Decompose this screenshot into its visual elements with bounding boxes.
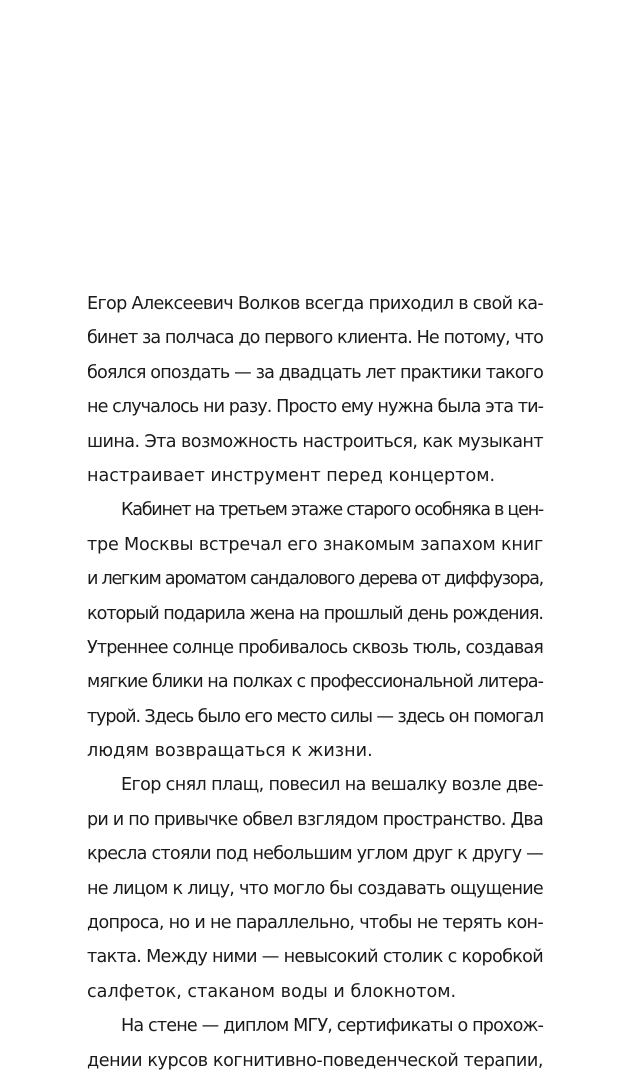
body-text: [87, 287, 543, 1078]
text-line: такта. Между ними — невысокий столик с коробкой: [87, 947, 543, 968]
text-line: который подарила жена на прошлый день рождения.: [87, 603, 543, 624]
text-line: салфеток, стаканом воды и блокнотом.: [87, 981, 457, 1002]
text-line: бинет за полчаса до первого клиента. Не потому, что: [87, 328, 543, 349]
text-line: Кабинет на третьем этаже старого особняка в цен-: [121, 500, 543, 521]
text-line: Егор снял плащ, повесил на вешалку возле две-: [121, 775, 543, 796]
text-line: турой. Здесь было его место силы — здесь он помогал: [87, 706, 543, 727]
text-line: ри и по привычке обвел взглядом пространство. Два: [87, 809, 543, 830]
text-line: не случалось ни разу. Просто ему нужна была эта ти-: [87, 397, 543, 418]
text-line: и легким ароматом сандалового дерева от диффузора,: [87, 569, 543, 590]
text-line: тре Москвы встречал его знакомым запахом книг: [87, 534, 543, 555]
text-line: настраивает инструмент перед концертом.: [87, 465, 496, 486]
text-line: На стене — диплом МГУ, сертификаты о прохож-: [121, 1016, 543, 1037]
text-line: Утреннее солнце пробивалось сквозь тюль, создавая: [87, 637, 543, 658]
text-line: Егор Алексеевич Волков всегда приходил в свой ка-: [87, 294, 543, 314]
text-line: мягкие блики на полках с профессиональной литера-: [87, 672, 543, 693]
text-line: не лицом к лицу, что могло бы создавать ощущение: [87, 878, 543, 899]
text-line: кресла стояли под небольшим углом друг к другу —: [87, 844, 543, 865]
text-line: дении курсов когнитивно-поведенческой терапии,: [87, 1050, 543, 1071]
text-line: допроса, но и не параллельно, чтобы не терять кон-: [87, 913, 543, 934]
text-line: шина. Эта возможность настроиться, как музыкант: [87, 431, 543, 452]
text-line: людям возвращаться к жизни.: [87, 741, 373, 762]
text-line: боялся опоздать — за двадцать лет практики такого: [87, 362, 543, 383]
